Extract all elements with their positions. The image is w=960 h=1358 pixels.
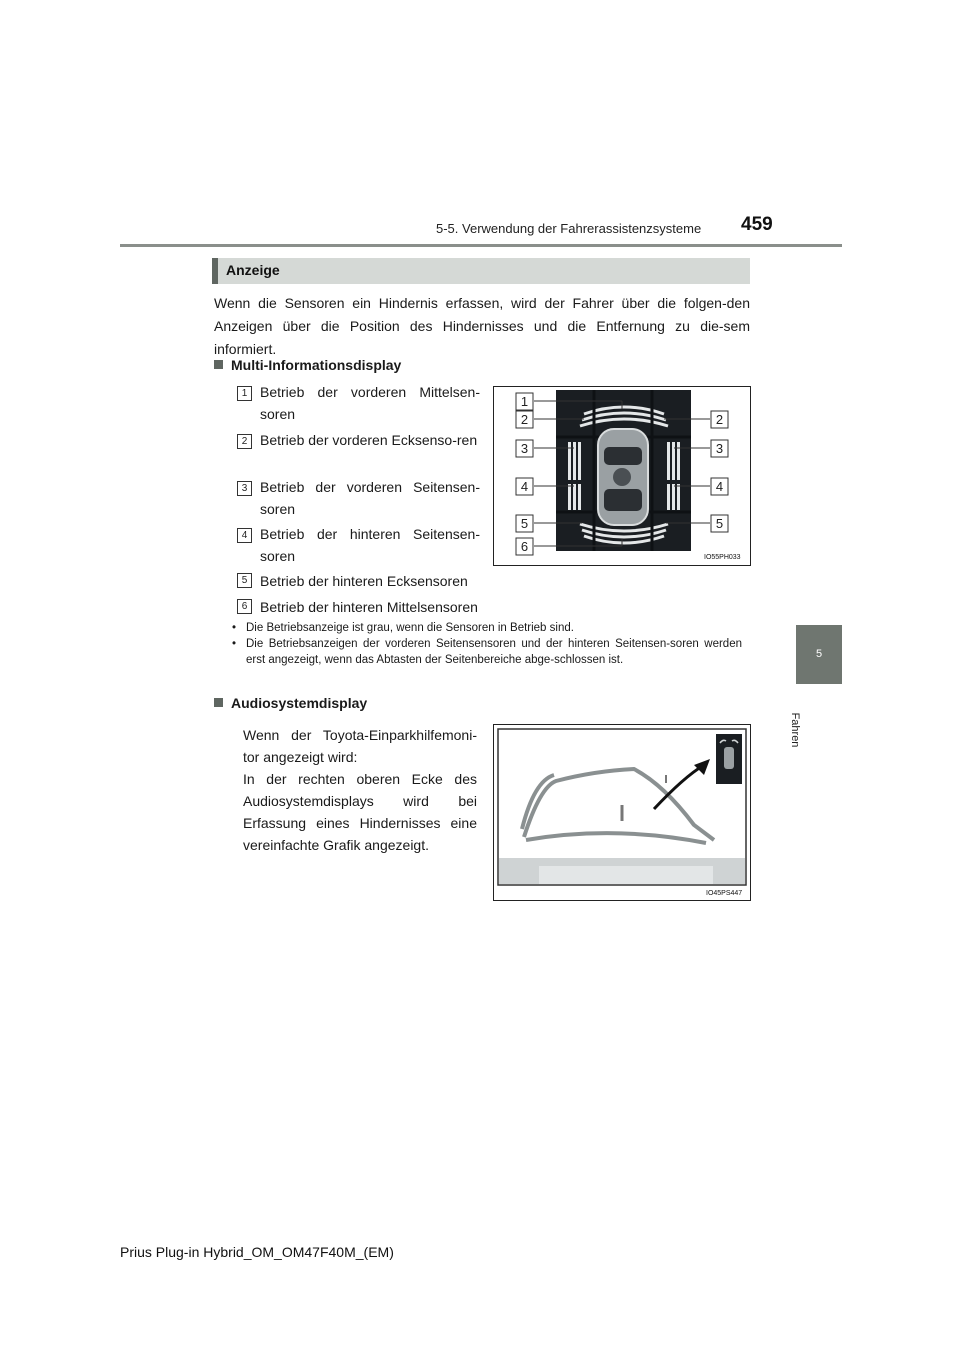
audio-text-2: In der rechten oberen Ecke des Audiosystemdisplays wird bei Erfassung eines Hindernisses eine vereinfachte Grafik angezeigt.	[243, 771, 477, 853]
chapter-tab: 5	[796, 625, 842, 684]
bullet-dot-icon: •	[232, 638, 237, 650]
page-number: 459	[741, 214, 773, 235]
section-title: Anzeige	[226, 262, 280, 278]
figure-code: IO45PS447	[706, 890, 743, 897]
note-item	[232, 620, 750, 636]
callout-6-label: 6	[520, 539, 529, 554]
chapter-label-text: Fahren	[789, 712, 801, 748]
list-item: Betrieb der hinteren Seitensen-soren	[260, 526, 480, 564]
camera-display-graphic	[494, 725, 750, 900]
item-number-1: 1	[237, 386, 252, 401]
figure-audio-display	[493, 724, 751, 901]
intro-paragraph: Wenn die Sensoren ein Hindernis erfassen, wird der Fahrer über die folgen-den Anzeigen über die Position des Hindernisses und die Entfernung zu die-sem informiert.	[214, 295, 750, 357]
header-section-title: 5-5. Verwendung der Fahrerassistenzsysteme	[436, 221, 702, 236]
subheading-multi-display-text: Multi-Informationsdisplay	[231, 357, 402, 373]
callout-5-right-label: 5	[715, 516, 724, 531]
sensor-display-graphic	[494, 387, 750, 565]
callout-1-label: 1	[520, 394, 529, 409]
bullet-dot-icon: •	[232, 622, 237, 634]
item-number-3: 3	[237, 481, 252, 496]
subheading-audio-display	[214, 695, 367, 711]
list-item: Betrieb der hinteren Ecksensoren	[260, 573, 468, 589]
figure-sensor-display	[493, 386, 751, 566]
list-item: Betrieb der hinteren Mittelsensoren	[260, 599, 478, 615]
note-text: Die Betriebsanzeige ist grau, wenn die Sensoren in Betrieb sind.	[246, 622, 574, 634]
callout-2-right-label: 2	[715, 412, 724, 427]
callout-4-left-label: 4	[520, 479, 529, 494]
callout-5-left-label: 5	[520, 516, 529, 531]
callout-2-left-label: 2	[520, 412, 529, 427]
bullet-square-icon	[214, 698, 223, 707]
note-text: Die Betriebsanzeigen der vorderen Seitensensoren und der hinteren Seitensen-soren werden erst angezeigt, wenn das Abtasten der Seitenbereiche abge-schlossen ist.	[246, 638, 742, 666]
list-item: Betrieb der vorderen Mittelsen-soren	[260, 384, 480, 422]
note-item	[232, 636, 742, 668]
chapter-label	[780, 700, 810, 760]
figure-code: IO55PH033	[704, 554, 741, 561]
header-divider	[120, 244, 842, 247]
item-number-5: 5	[237, 573, 252, 588]
section-marker	[212, 258, 218, 284]
callout-3-right-label: 3	[715, 441, 724, 456]
item-number-6: 6	[237, 599, 252, 614]
footer-manual-id: Prius Plug-in Hybrid_OM_OM47F40M_(EM)	[120, 1244, 394, 1260]
list-item: Betrieb der vorderen Ecksenso-ren	[260, 432, 478, 448]
section-heading-bar	[212, 258, 750, 284]
subheading-audio-display-text: Audiosystemdisplay	[231, 695, 368, 711]
callout-4-right-label: 4	[715, 479, 724, 494]
subheading-multi-display	[214, 357, 401, 373]
audio-text-1: Wenn der Toyota-Einparkhilfemoni-tor angezeigt wird:	[243, 727, 477, 765]
bullet-square-icon	[214, 360, 223, 369]
callout-3-left-label: 3	[520, 441, 529, 456]
item-number-2: 2	[237, 434, 252, 449]
item-number-4: 4	[237, 528, 252, 543]
list-item: Betrieb der vorderen Seitensen-soren	[260, 479, 480, 517]
